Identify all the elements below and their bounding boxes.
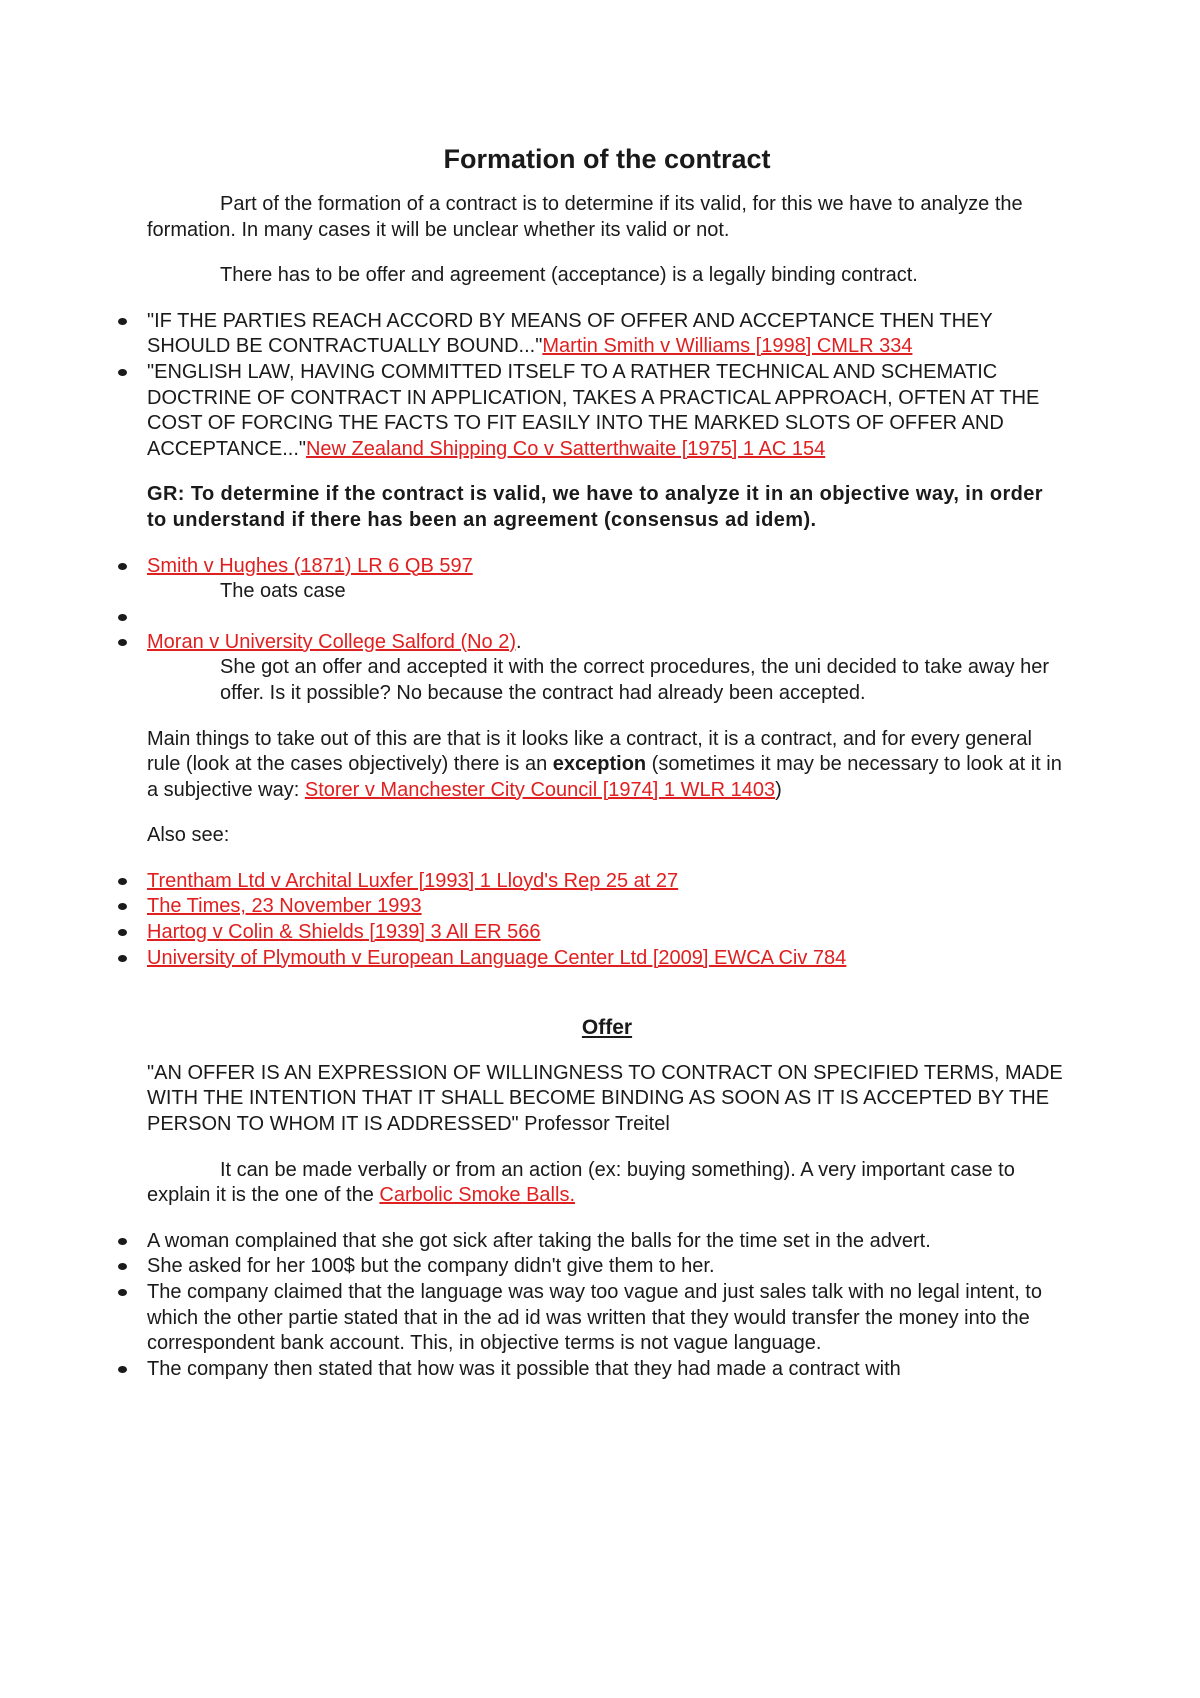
case-link[interactable]: Martin Smith v Williams [1998] CMLR 334 — [542, 335, 913, 358]
case-link[interactable]: Smith v Hughes (1871) LR 6 QB 597 — [147, 554, 473, 577]
emphasis-text: exception — [552, 753, 647, 776]
quote-text: "IF THE PARTIES REACH ACCORD BY MEANS OF OFFER AND ACCEPTANCE THEN THEY SHOULD BE CONTRACTUALLY BOUND..." — [147, 309, 993, 358]
case-link[interactable]: Storer v Manchester City Council [1974] 1 WLR 1403 — [304, 778, 776, 801]
list-item: A woman complained that she got sick after taking the balls for the time set in the advert. — [147, 1229, 1067, 1255]
also-see-label: Also see: — [147, 824, 230, 847]
list-item: She asked for her 100$ but the company didn't give them to her. — [147, 1254, 1067, 1280]
paragraph-text: It can be made verbally or from an action (ex: buying something). A very important case to explain it is the one of the — [147, 1158, 1015, 1207]
list-item — [147, 894, 1067, 920]
case-note: The oats case — [220, 580, 346, 603]
spacer — [147, 605, 1067, 630]
carbolic-list — [147, 1229, 1067, 1383]
case-link[interactable]: The Times, 23 November 1993 — [147, 895, 422, 918]
list-item — [147, 920, 1067, 946]
general-rule: GR: To determine if the contract is valid, we have to analyze it in an objective way, in order to understand if there has been an agreement (consensus ad idem). — [147, 483, 1043, 531]
quote-text: "ENGLISH LAW, HAVING COMMITTED ITSELF TO A RATHER TECHNICAL AND SCHEMATIC DOCTRINE OF CONTRACT IN APPLICATION, TAKES A PRACTICAL APPROACH, OFTEN AT THE COST OF FORCING THE FACTS TO FIT EASILY INTO THE MARKED SLOTS OF OFFER AND ACCEPTANCE..." — [147, 360, 1040, 460]
also-see-list — [147, 869, 1067, 971]
case-link[interactable]: University of Plymouth v European Language Center Ltd [2009] EWCA Civ 784 — [147, 946, 847, 969]
case-link[interactable]: Hartog v Colin & Shields [1939] 3 All ER 566 — [147, 921, 541, 944]
offer-quote: "AN OFFER IS AN EXPRESSION OF WILLINGNESS TO CONTRACT ON SPECIFIED TERMS, MADE WITH THE INTENTION THAT IT SHALL BECOME BINDING AS SOON AS IT IS ACCEPTED BY THE PERSON TO WHOM IT IS ADDRESSED" Professor Treitel — [147, 1061, 1063, 1136]
list-item — [147, 309, 1067, 360]
case-link[interactable]: Moran v University College Salford (No 2) — [147, 630, 517, 653]
paragraph-text: ) — [775, 778, 782, 801]
list-item — [147, 946, 1067, 972]
document-body — [147, 142, 1067, 1382]
case-note: She got an offer and accepted it with the correct procedures, the uni decided to take away her offer. Is it possible? No because the contract had already been accepted. — [220, 656, 1050, 704]
quote-list — [147, 309, 1067, 463]
case-suffix: . — [516, 630, 522, 653]
offer-intro-paragraph — [147, 1158, 1067, 1209]
list-item — [147, 869, 1067, 895]
list-item: The company claimed that the language was way too vague and just sales talk with no legal intent, to which the other partie stated that in the ad id was written that they would transfer the money into the correspondent bank account. This, in objective terms is not vague language. — [147, 1280, 1067, 1357]
main-things-paragraph — [147, 727, 1067, 804]
intro-paragraph: Part of the formation of a contract is to determine if its valid, for this we have to analyze the formation. In many cases it will be unclear whether its valid or not. — [147, 193, 1023, 241]
case-list — [147, 554, 1067, 707]
paragraph-text: Main things to take out of this are that is it looks like a contract, it is a contract, and for every general rule (look at the cases objectively) there is an — [147, 727, 1032, 776]
page-title: Formation of the contract — [443, 144, 771, 174]
section-heading-offer: Offer — [581, 1016, 633, 1040]
list-item — [147, 360, 1067, 462]
offer-agreement-paragraph: There has to be offer and agreement (acceptance) is a legally binding contract. — [220, 264, 918, 287]
case-link[interactable]: New Zealand Shipping Co v Satterthwaite [1975] 1 AC 154 — [305, 437, 826, 460]
case-link[interactable]: Carbolic Smoke Balls. — [379, 1184, 575, 1207]
case-link[interactable]: Trentham Ltd v Archital Luxfer [1993] 1 Lloyd's Rep 25 at 27 — [147, 869, 679, 892]
list-item: The company then stated that how was it possible that they had made a contract with — [147, 1357, 1067, 1383]
list-item — [147, 630, 1067, 707]
paragraph-text: (sometimes it may be necessary to look at it in a subjective way: — [147, 753, 1062, 801]
list-item — [147, 554, 1067, 605]
